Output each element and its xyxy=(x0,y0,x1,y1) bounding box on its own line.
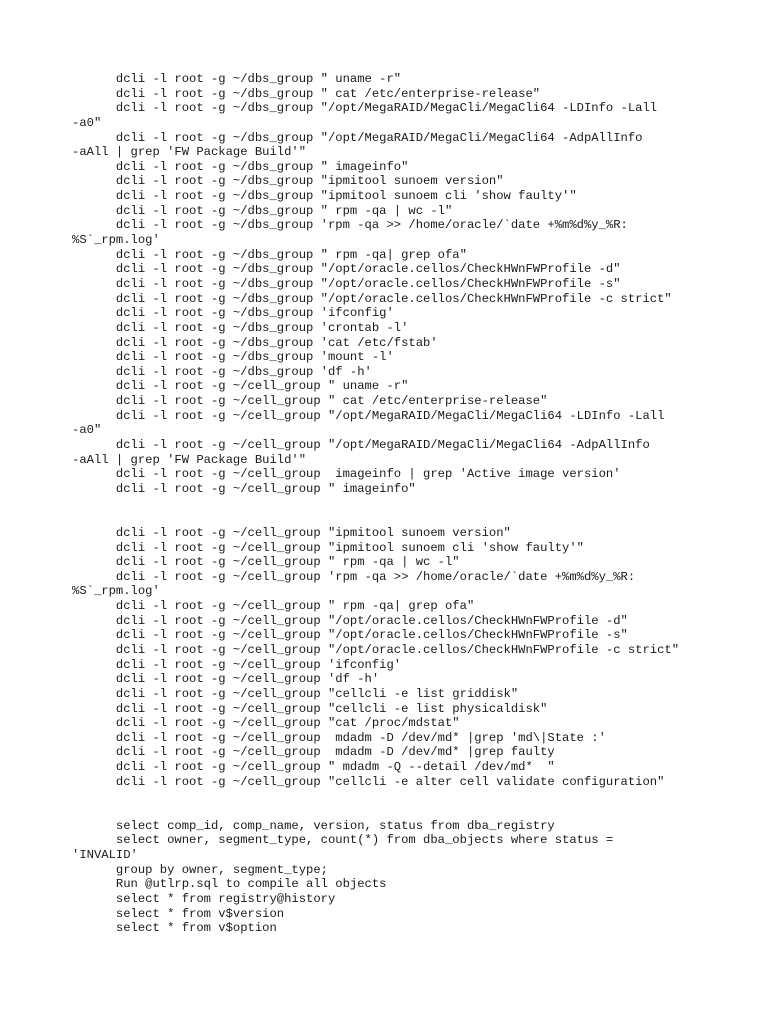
text-line: -a0" xyxy=(72,115,102,130)
text-line: dcli -l root -g ~/cell_group " uname -r" xyxy=(72,379,409,394)
text-line: dcli -l root -g ~/dbs_group "/opt/oracle.cellos/CheckHWnFWProfile -d" xyxy=(72,262,621,277)
text-line: dcli -l root -g ~/cell_group "ipmitool sunoem cli 'show faulty'" xyxy=(72,540,584,555)
text-line: dcli -l root -g ~/dbs_group 'rpm -qa >> /home/oracle/`date +%m%d%y_%R: xyxy=(72,218,628,233)
text-line: group by owner, segment_type; xyxy=(72,862,328,877)
text-line: dcli -l root -g ~/cell_group "cellcli -e list griddisk" xyxy=(72,686,519,701)
text-line: dcli -l root -g ~/cell_group "/opt/MegaRAID/MegaCli/MegaCli64 -LDInfo -Lall xyxy=(72,408,665,423)
text-line: dcli -l root -g ~/dbs_group "/opt/MegaRAID/MegaCli/MegaCli64 -LDInfo -Lall xyxy=(72,101,658,116)
text-line: 'INVALID' xyxy=(72,847,138,862)
text-line: dcli -l root -g ~/dbs_group "ipmitool sunoem version" xyxy=(72,174,504,189)
text-line: -aAll | grep 'FW Package Build'" xyxy=(72,145,307,160)
text-line: %S`_rpm.log' xyxy=(72,233,160,248)
text-line: dcli -l root -g ~/dbs_group " rpm -qa| grep ofa" xyxy=(72,247,467,262)
text-line: dcli -l root -g ~/cell_group " rpm -qa| grep ofa" xyxy=(72,599,475,614)
blank-line xyxy=(72,804,712,819)
text-line: dcli -l root -g ~/cell_group "cellcli -e alter cell validate configuration" xyxy=(72,774,665,789)
text-line: dcli -l root -g ~/cell_group imageinfo | grep 'Active image version' xyxy=(72,467,621,482)
text-line: dcli -l root -g ~/cell_group "cellcli -e list physicaldisk" xyxy=(72,701,548,716)
text-line: dcli -l root -g ~/cell_group " mdadm -Q --detail /dev/md* " xyxy=(72,760,555,775)
document-body xyxy=(72,72,712,936)
text-line: dcli -l root -g ~/cell_group "/opt/oracle.cellos/CheckHWnFWProfile -d" xyxy=(72,613,628,628)
text-line: dcli -l root -g ~/cell_group "/opt/MegaRAID/MegaCli/MegaCli64 -AdpAllInfo xyxy=(72,438,650,453)
text-line: dcli -l root -g ~/cell_group " cat /etc/enterprise-release" xyxy=(72,394,548,409)
text-line: dcli -l root -g ~/dbs_group 'ifconfig' xyxy=(72,306,394,321)
text-line: dcli -l root -g ~/dbs_group 'cat /etc/fstab' xyxy=(72,335,438,350)
text-line: Run @utlrp.sql to compile all objects xyxy=(72,877,387,892)
text-line: dcli -l root -g ~/cell_group "cat /proc/mdstat" xyxy=(72,716,460,731)
text-line: select * from registry@history xyxy=(72,891,336,906)
text-line: select * from v$version xyxy=(72,906,285,921)
text-line: select comp_id, comp_name, version, status from dba_registry xyxy=(72,818,555,833)
text-line: dcli -l root -g ~/dbs_group " uname -r" xyxy=(72,72,402,86)
text-line: dcli -l root -g ~/cell_group " rpm -qa | wc -l" xyxy=(72,555,460,570)
text-line: %S`_rpm.log' xyxy=(72,584,160,599)
text-line: dcli -l root -g ~/cell_group "/opt/oracle.cellos/CheckHWnFWProfile -s" xyxy=(72,628,628,643)
text-line: dcli -l root -g ~/dbs_group "/opt/oracle.cellos/CheckHWnFWProfile -c strict" xyxy=(72,291,672,306)
text-line: dcli -l root -g ~/cell_group mdadm -D /dev/md* |grep faulty xyxy=(72,745,555,760)
text-line: select owner, segment_type, count(*) from dba_objects where status = xyxy=(72,833,614,848)
text-line: dcli -l root -g ~/dbs_group "/opt/MegaRAID/MegaCli/MegaCli64 -AdpAllInfo xyxy=(72,130,643,145)
text-line: -a0" xyxy=(72,423,102,438)
blank-line xyxy=(72,789,712,804)
blank-line xyxy=(72,511,712,526)
text-line: dcli -l root -g ~/dbs_group 'mount -l' xyxy=(72,350,394,365)
text-line: dcli -l root -g ~/cell_group mdadm -D /dev/md* |grep 'md\|State :' xyxy=(72,730,606,745)
text-line: dcli -l root -g ~/cell_group 'ifconfig' xyxy=(72,657,402,672)
text-line: -aAll | grep 'FW Package Build'" xyxy=(72,452,307,467)
text-line: dcli -l root -g ~/cell_group "/opt/oracle.cellos/CheckHWnFWProfile -c strict" xyxy=(72,642,680,657)
text-line: dcli -l root -g ~/cell_group "ipmitool sunoem version" xyxy=(72,525,511,540)
text-line: dcli -l root -g ~/dbs_group " cat /etc/enterprise-release" xyxy=(72,86,541,101)
text-line: dcli -l root -g ~/dbs_group "/opt/oracle.cellos/CheckHWnFWProfile -s" xyxy=(72,276,621,291)
text-line: dcli -l root -g ~/cell_group 'df -h' xyxy=(72,672,380,687)
blank-line xyxy=(72,497,712,512)
text-line: dcli -l root -g ~/cell_group 'rpm -qa >> /home/oracle/`date +%m%d%y_%R: xyxy=(72,569,636,584)
text-line: dcli -l root -g ~/dbs_group 'crontab -l' xyxy=(72,320,409,335)
text-line: dcli -l root -g ~/dbs_group " imageinfo" xyxy=(72,159,409,174)
text-line: dcli -l root -g ~/dbs_group "ipmitool sunoem cli 'show faulty'" xyxy=(72,189,577,204)
text-line: dcli -l root -g ~/dbs_group " rpm -qa | wc -l" xyxy=(72,203,453,218)
text-line: select * from v$option xyxy=(72,921,277,936)
text-line: dcli -l root -g ~/dbs_group 'df -h' xyxy=(72,364,372,379)
text-line: dcli -l root -g ~/cell_group " imageinfo" xyxy=(72,481,416,496)
